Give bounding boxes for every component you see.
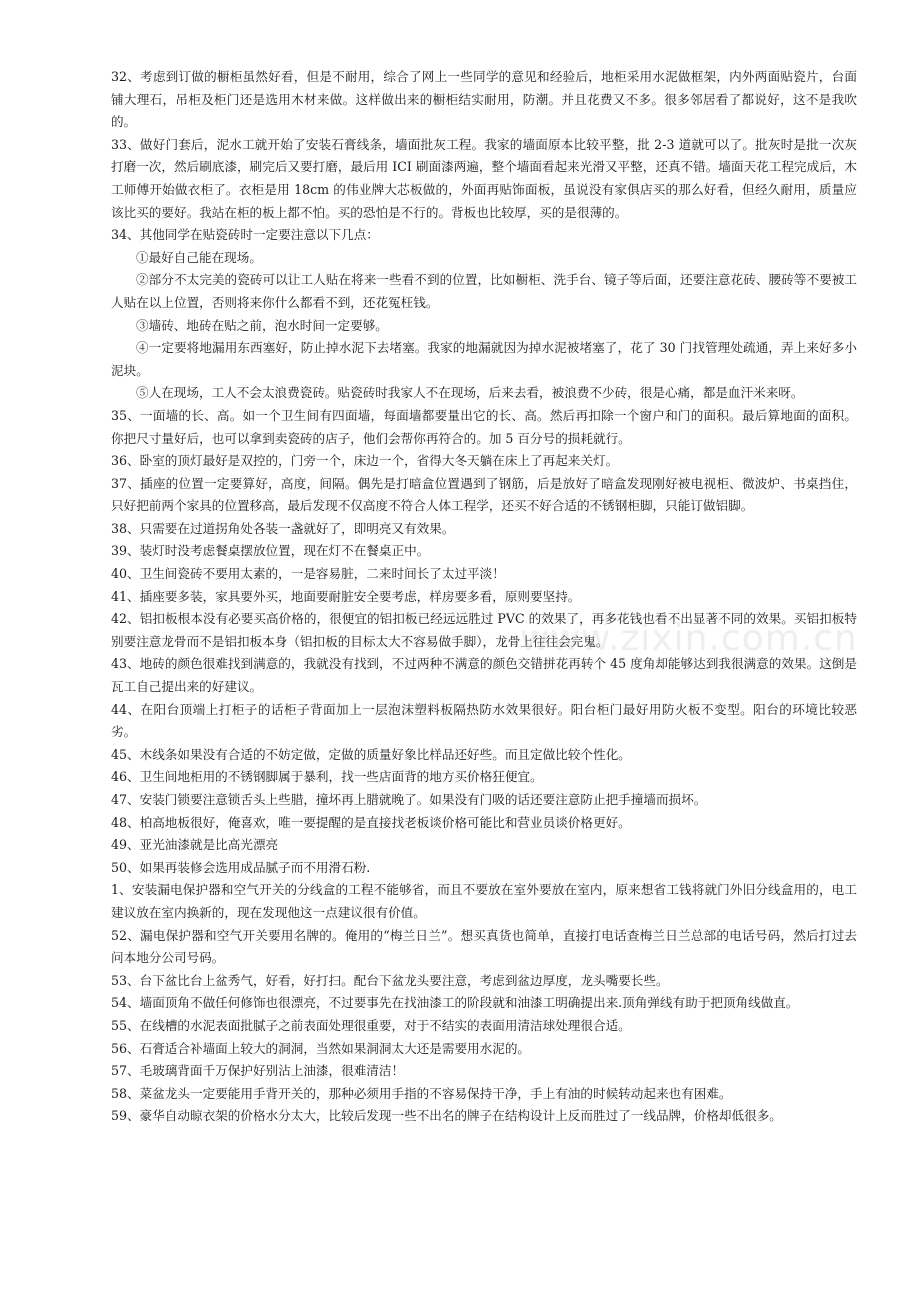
paragraph-40: 40、卫生间瓷砖不要用太素的，一是容易脏，二来时间长了太过平淡！	[111, 566, 505, 582]
paragraph-55: 55、在线槽的水泥表面批腻子之前表面处理很重要，对于不结实的表面用清洁球处理很合适。	[111, 1017, 631, 1033]
list-item-3: ③墙砖、地砖在贴之前，泡水时间一定要够。	[136, 317, 388, 333]
list-item-4: ④一定要将地漏用东西塞好，防止掉水泥下去堵塞。我家的地漏就因为掉水泥被堵塞了，花了 30 门找管理处疏通，弄上来好多小泥块。	[111, 340, 857, 378]
paragraph-54: 54、墙面顶角不做任何修饰也很漂亮，不过要事先在找油漆工的阶段就和油漆工明确提出来.顶角弹线有助于把顶角线做直。	[111, 995, 799, 1011]
paragraph-47: 47、安装门锁要注意锁舌头上些腊，撞坏再上腊就晚了。如果没有门吸的话还要注意防止把手撞墙而损坏。	[111, 792, 707, 807]
paragraph-43: 43、地砖的颜色很难找到满意的，我就没有找到，不过两种不满意的颜色交错拼花再转个 45 度角却能够达到我很满意的效果。这倒是瓦工自己提出来的好建议。	[111, 656, 857, 695]
paragraph-37: 37、插座的位置一定要算好，高度，间隔。偶先是打暗盒位置遇到了钢筋，后是放好了暗盒发现刚好被电视柜、微波炉、书桌挡住，只好把前两个家具的位置移高，最后发现不仅高度不符合人体工程学，还买不好合适的不锈钢柜脚，只能订做铝脚。	[111, 475, 857, 514]
paragraph-36: 36、卧室的顶灯最好是双控的，门旁一个，床边一个，省得大冬天躺在床上了再起来关灯。	[111, 453, 619, 469]
paragraph-34: 34、其他同学在贴瓷砖时一定要注意以下几点：	[111, 227, 379, 243]
paragraph-58: 58、菜盆龙头一定要能用手背开关的，那种必须用手指的不容易保持干净，手上有油的时候转动起来也有困难。	[111, 1085, 732, 1101]
paragraph-53: 53、台下盆比台上盆秀气，好看，好打扫。配台下盆龙头要注意，考虑到盆边厚度，龙头嘴要长些。	[111, 972, 669, 988]
paragraph-41: 41、插座要多装，家具要外买，地面要耐脏安全要考虑，样房要多看，原则要坚持。	[111, 588, 581, 604]
watermark-text: www.zixin.com.cn	[520, 618, 858, 659]
paragraph-57: 57、毛玻璃背面千万保护好别沾上油漆，很难清洁！	[111, 1063, 405, 1079]
paragraph-42: 42、铝扣板根本没有必要买高价格的，很便宜的铝扣板已经远远胜过 PVC 的效果了，再多花钱也看不出显著不同的效果。买铝扣板特别要注意龙骨而不是铝扣板本身（铝扣板的目标太大不容易做手脚），龙骨上往往会完鬼。	[111, 611, 857, 649]
paragraph-39: 39、装灯时没考虑餐桌摆放位置，现在灯不在餐桌正中。	[111, 543, 430, 559]
paragraph-35: 35、一面墙的长、高。如一个卫生间有四面墙，每面墙都要量出它的长、高。然后再扣除一个窗户和门的面积。最后算地面的面积。你把尺寸量好后，也可以拿到卖瓷砖的店子，他们会帮你再符合的。加 5 百分号的损耗就行。	[111, 407, 857, 446]
paragraph-50: 50、如果再装修会选用成品腻子而不用滑石粉.	[111, 859, 371, 875]
list-item-2: ②部分不太完美的瓷砖可以让工人贴在将来一些看不到的位置，比如橱柜、洗手台、镜子等后面，还要注意花砖、腰砖等不要被工人贴在以上位置，否则将来你什么都看不到，还花冤枉钱。	[111, 272, 857, 310]
paragraph-48: 48、柏高地板很好，俺喜欢，唯一要提醒的是直接找老板谈价格可能比和营业员谈价格更好。	[111, 814, 631, 830]
paragraph-38: 38、只需要在过道拐角处各装一盏就好了，即明亮又有效果。	[111, 520, 455, 536]
paragraph-32: 32、考虑到订做的橱柜虽然好看，但是不耐用，综合了网上一些同学的意见和经验后，地柜采用水泥做框架，内外两面贴瓷片，台面铺大理石，吊柜及柜门还是选用木材来做。这样做出来的橱柜结实耐用，防潮。并且花费又不多。很多邻居看了都说好，这不是我吹的。	[111, 69, 857, 130]
paragraph-52: 52、漏电保护器和空气开关要用名牌的。俺用的“梅兰日兰”。想买真货也简单，直接打电话查梅兰日兰总部的电话号码，然后打过去问本地分公司号码。	[111, 927, 857, 966]
list-item-1: ①最好自己能在现场。	[136, 249, 262, 265]
paragraph-46: 46、卫生间地柜用的不锈钢脚属于暴利，找一些店面背的地方买价格狂便宜。	[111, 769, 543, 785]
paragraph-49: 49、亚光油漆就是比高光漂亮	[111, 837, 279, 853]
paragraph-33: 33、做好门套后，泥水工就开始了安装石膏线条，墙面批灰工程。我家的墙面原本比较平整，批 2-3 道就可以了。批灰时是批一次灰打磨一次，然后刷底漆，刷完后又要打磨，最后用 ICI 刷面漆两遍，整个墙面看起来光滑又平整，还真不错。墙面天花工程完成后，木工师傅开始做衣柜了。衣柜是用 18cm 的伟业牌大芯板做的，外面再贴饰面板，虽说没有家俱店买的那么好看，但经久耐用，质量应该比买的要好。我站在柜的板上都不怕。买的恐怕是不行的。背板也比较厚，买的是很薄的。	[111, 136, 857, 220]
paragraph-44: 44、在阳台顶端上打柜子的话柜子背面加上一层泡沫塑料板隔热防水效果很好。阳台柜门最好用防火板不变型。阳台的环境比较恶劣。	[111, 701, 857, 740]
paragraph-51: 1、安装漏电保护器和空气开关的分线盒的工程不能够省，而且不要放在室外要放在室内，原来想省工钱将就门外旧分线盒用的，电工建议放在室内换新的，现在发现他这一点建议很有价值。	[111, 882, 857, 920]
paragraph-56: 56、石膏适合补墙面上较大的洞洞，当然如果洞洞太大还是需要用水泥的。	[111, 1040, 531, 1056]
document-body	[111, 66, 857, 1128]
paragraph-59: 59、豪华自动晾衣架的价格水分太大，比较后发现一些不出名的牌子在结构设计上反而胜过了一线品牌，价格却低很多。	[111, 1108, 782, 1124]
paragraph-45: 45、木线条如果没有合适的不妨定做，定做的质量好象比样品还好些。而且定做比较个性化。	[111, 746, 631, 762]
list-item-5: ⑤人在现场，工人不会太浪费瓷砖。贴瓷砖时我家人不在现场，后来去看，被浪费不少砖，很是心痛，都是血汗米来呀。	[136, 385, 804, 401]
